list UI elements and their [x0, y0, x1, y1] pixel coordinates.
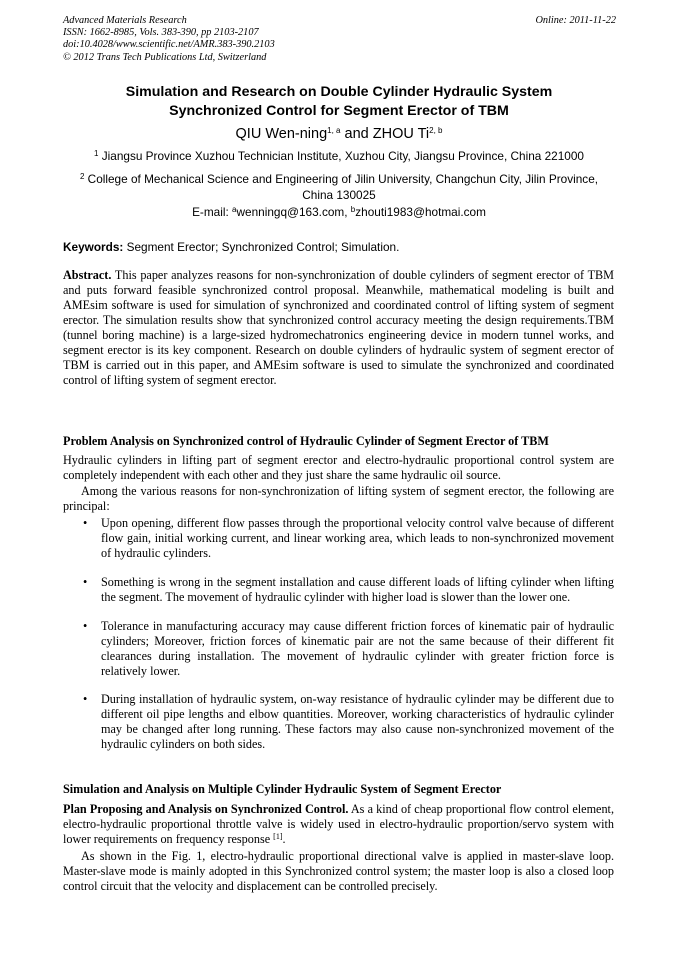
journal-name: Advanced Materials Research — [63, 15, 187, 26]
keywords-label: Keywords: — [63, 240, 124, 254]
abstract — [63, 268, 614, 388]
list-item-text: Tolerance in manufacturing accuracy may cause different friction forces of kinematic pair of hydraulic cylinders; Moreover, friction forces of kinematic pair are not the same because of their different fit clearances during installation. The movement of hydraulic cylinder with greater friction force is relatively lower. — [101, 619, 614, 678]
list-item-text: Upon opening, different flow passes through the proportional velocity control valve because of different flow gain, initial working current, and linear working area, which leads to non-synchronized movement of hydraulic cylinders. — [101, 516, 614, 560]
section-2-heading: Simulation and Analysis on Multiple Cylinder Hydraulic System of Segment Erector — [63, 782, 502, 796]
author-2-affil: 2, b — [429, 126, 443, 135]
author-1-affil: 1, a — [327, 126, 341, 135]
affiliation-1-text: Jiangsu Province Xuzhou Technician Institute, Xuzhou City, Jiangsu Province, China 221000 — [98, 149, 584, 163]
section-1-paragraph-2: Among the various reasons for non-synchronization of lifting system of segment erector, the following are principal: — [63, 484, 614, 513]
section-2-paragraph-1-end: . — [282, 832, 286, 846]
author-conjunction: and — [340, 126, 373, 142]
section-1-paragraph-1: Hydraulic cylinders in lifting part of segment erector and electro-hydraulic proportional control system are completely independent with each other and they just share the same hydraulic oil source. — [63, 453, 614, 482]
citation-ref[interactable]: [1] — [273, 832, 283, 841]
issn-line: ISSN: 1662-8985, Vols. 383-390, pp 2103-2107 — [63, 27, 259, 39]
affiliation-2-text-line-1: College of Mechanical Science and Engineering of Jilin University, Changchun City, Jilin Province, — [84, 172, 599, 186]
author-2: ZHOU Ti — [372, 126, 430, 142]
list-item — [63, 575, 614, 605]
affiliation-2-text-line-2: China 130025 — [302, 187, 376, 202]
abstract-label: Abstract. — [63, 268, 112, 282]
bullet-icon: • — [83, 692, 88, 706]
title-line-1: Simulation and Research on Double Cylinder Hydraulic System — [125, 84, 553, 100]
paper-title — [60, 83, 618, 121]
abstract-text: This paper analyzes reasons for non-synchronization of double cylinders of segment erector of TBM and puts forward feasible synchronized control proposal. Meanwhile, mathematical modeling is built and AMEsim software is used for simulation of synchronized and coordinated control of lifting system of segment erector. The simulation results show that synchronized control accuracy meeting the design requirements.TBM (tunnel boring machine) is a large-sized hydromechatronics engineering device in modern tunnel works, and segment erector is its key component. Research on double cylinders of hydraulic system of segment erector of TBM is carried out in this paper, and AMEsim software is used to simulate the synchronized and coordinated control of lifting system of segment erector. — [63, 268, 614, 387]
bullet-icon: • — [83, 619, 88, 633]
affiliation-2 — [63, 172, 615, 203]
journal-info — [63, 15, 275, 64]
list-item — [63, 692, 614, 752]
list-item-text: Something is wrong in the segment installation and cause different loads of lifting cylinder when lifting the segment. The movement of hydraulic cylinder with higher load is slower than the lower one. — [101, 575, 614, 604]
section-2-paragraph-2: As shown in the Fig. 1, electro-hydraulic proportional directional valve is applied in master-slave loop. Master-slave mode is mainly adopted in this Synchronized control system; the master loop is also a closed loop control circuit that the velocity and displacement can be controlled precisely. — [63, 849, 614, 893]
doi-line: doi:10.4028/www.scientific.net/AMR.383-390.2103 — [63, 39, 275, 51]
section-1-heading: Problem Analysis on Synchronized control of Hydraulic Cylinder of Segment Erector of TBM — [63, 434, 549, 448]
affiliation-1 — [63, 149, 615, 165]
bullet-icon: • — [83, 516, 88, 530]
keywords-text: Segment Erector; Synchronized Control; Simulation. — [123, 240, 400, 254]
title-line-2: Synchronized Control for Segment Erector of TBM — [169, 103, 509, 119]
list-item — [63, 516, 614, 561]
reasons-list — [63, 516, 614, 752]
author-1: QIU Wen-ning — [235, 126, 328, 142]
copyright-line: © 2012 Trans Tech Publications Ltd, Switzerland — [63, 51, 267, 63]
list-item — [63, 619, 614, 679]
affiliation-2-mark: 2 — [79, 172, 85, 181]
online-date: Online: 2011-11-22 — [535, 15, 616, 26]
email-a[interactable]: wenningq@163.com, — [236, 205, 351, 219]
bullet-icon: • — [83, 575, 88, 589]
section-2-paragraph-1 — [63, 802, 614, 847]
section-2-runin-heading: Plan Proposing and Analysis on Synchronized Control. — [63, 802, 349, 816]
email-a-mark: a — [232, 205, 237, 214]
email-b-mark: b — [350, 205, 356, 214]
affiliation-1-mark: 1 — [94, 149, 99, 158]
list-item-text: During installation of hydraulic system, on-way resistance of hydraulic cylinder may be different due to different oil pipe lengths and elbow quantities. Moreover, working characteristics of hydraulic cylinder may be changed after long running. These factors may also cause non-synchronized movement of the hydraulic cylinders on both sides. — [101, 692, 614, 751]
author-line — [60, 125, 618, 143]
section-2-paragraph-1-text: As a kind of cheap proportional flow control element, electro-hydraulic proportional throttle valve is widely used in electro-hydraulic proportion/servo system with lower requirements on frequency response — [63, 802, 614, 846]
email-line — [63, 205, 615, 220]
email-label: E-mail: — [192, 205, 233, 219]
keywords — [63, 240, 615, 255]
email-b[interactable]: zhouti1983@hotmai.com — [355, 205, 486, 219]
